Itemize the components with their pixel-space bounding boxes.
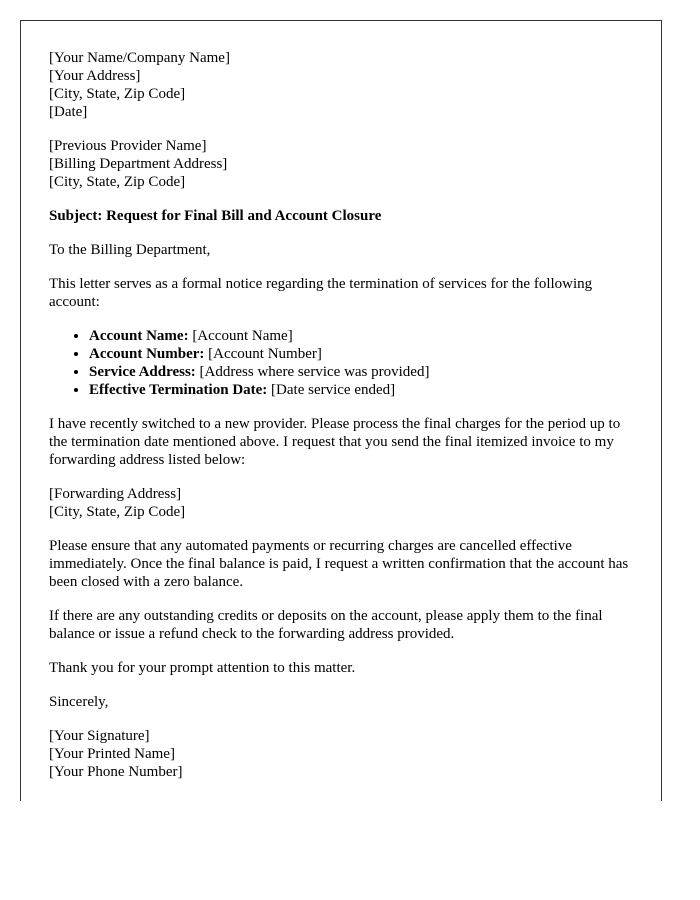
body-paragraph: If there are any outstanding credits or deposits on the account, please apply them to the final balance or issue a refund check to the forwarding address provided. [49,608,603,642]
list-item: • Effective Termination Date: [Date service ended] [89,381,633,399]
body-paragraph: Please ensure that any automated payments or recurring charges are cancelled effective immediately. Once the final balance is paid, I request a written confirmation that the account has been closed with a zero balance. [49,538,629,590]
recipient-block: [Previous Provider Name] [Billing Department Address] [City, State, Zip Code] [49,138,228,190]
account-details-list [49,327,633,399]
signature-block: [Your Signature] [Your Printed Name] [Your Phone Number] [49,728,183,780]
subject-line: Subject: Request for Final Bill and Account Closure [49,208,382,224]
forwarding-address-block: [Forwarding Address] [City, State, Zip Code] [49,486,186,520]
thanks-line: Thank you for your prompt attention to this matter. [49,660,356,676]
list-item: • Account Name: [Account Name] [89,327,633,345]
body-paragraph: I have recently switched to a new provider. Please process the final charges for the period up to the termination date mentioned above. I request that you send the final itemized invoice to my forwarding address listed below: [49,416,621,468]
letter-page [20,20,662,801]
list-item: • Account Number: [Account Number] [89,345,633,363]
sender-block: [Your Name/Company Name] [Your Address] [City, State, Zip Code] [Date] [49,50,230,120]
list-item: • Service Address: [Address where service was provided] [89,363,633,381]
salutation: To the Billing Department, [49,242,211,258]
closing: Sincerely, [49,694,109,710]
intro-paragraph: This letter serves as a formal notice regarding the termination of services for the following account: [49,276,593,310]
